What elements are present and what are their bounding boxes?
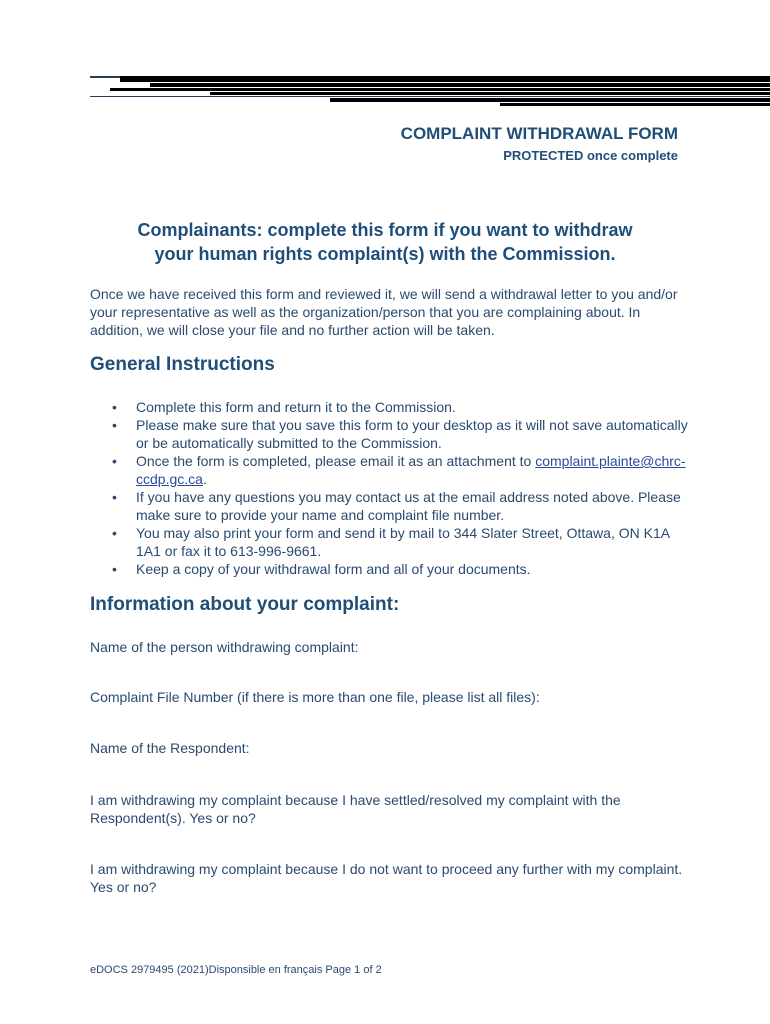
field-name-withdrawing: Name of the person withdrawing complaint: <box>90 639 359 655</box>
email-link[interactable]: complaint.plainte@chrc-ccdp.gc.ca <box>136 453 686 487</box>
complaint-info-heading: Information about your complaint: <box>90 594 400 615</box>
list-item: • Keep a copy of your withdrawal form and all of your documents. <box>112 561 531 577</box>
instructions-list <box>90 398 690 578</box>
protected-notice: PROTECTED once complete <box>503 148 678 163</box>
list-item: • Once the form is completed, please email it as an attachment to complaint.plainte@chrc-ccdp.gc.ca. <box>112 453 686 487</box>
field-settled-question: I am withdrawing my complaint because I have settled/resolved my complaint with the Respondent(s). Yes or no? <box>90 792 621 826</box>
bullet-icon: • <box>112 399 117 415</box>
intro-heading <box>90 218 680 266</box>
form-title: COMPLAINT WITHDRAWAL FORM <box>400 124 678 143</box>
list-item: • You may also print your form and send it by mail to 344 Slater Street, Ottawa, ON K1A 1A1 or fax it to 613-996-9661. <box>112 525 670 559</box>
general-instructions-heading: General Instructions <box>90 354 275 375</box>
list-item: • Complete this form and return it to the Commission. <box>112 399 456 415</box>
intro-paragraph: Once we have received this form and reviewed it, we will send a withdrawal letter to you and/or your representative as well as the organization/person that you are complaining about. In addition, we will close your file and no further action will be taken. <box>90 286 678 338</box>
field-respondent-name: Name of the Respondent: <box>90 740 250 756</box>
bullet-icon: • <box>112 525 117 541</box>
bullet-icon: • <box>112 561 117 577</box>
intro-heading-line-2: your human rights complaint(s) with the Commission. <box>154 244 616 264</box>
field-file-number: Complaint File Number (if there is more than one file, please list all files): <box>90 689 540 705</box>
list-item: • If you have any questions you may contact us at the email address noted above. Please make sure to provide your name and complaint file number. <box>112 489 681 523</box>
bullet-icon: • <box>112 453 117 469</box>
field-no-proceed-question: I am withdrawing my complaint because I do not want to proceed any further with my complaint. Yes or no? <box>90 861 683 895</box>
intro-heading-line-1: Complainants: complete this form if you want to withdraw <box>137 220 633 240</box>
list-item: • Please make sure that you save this form to your desktop as it will not save automatically or be automatically submitted to the Commission. <box>112 417 688 451</box>
page-footer: eDOCS 2979495 (2021)Disponsible en français Page 1 of 2 <box>90 964 382 976</box>
bullet-icon: • <box>112 489 117 505</box>
bullet-icon: • <box>112 417 117 433</box>
